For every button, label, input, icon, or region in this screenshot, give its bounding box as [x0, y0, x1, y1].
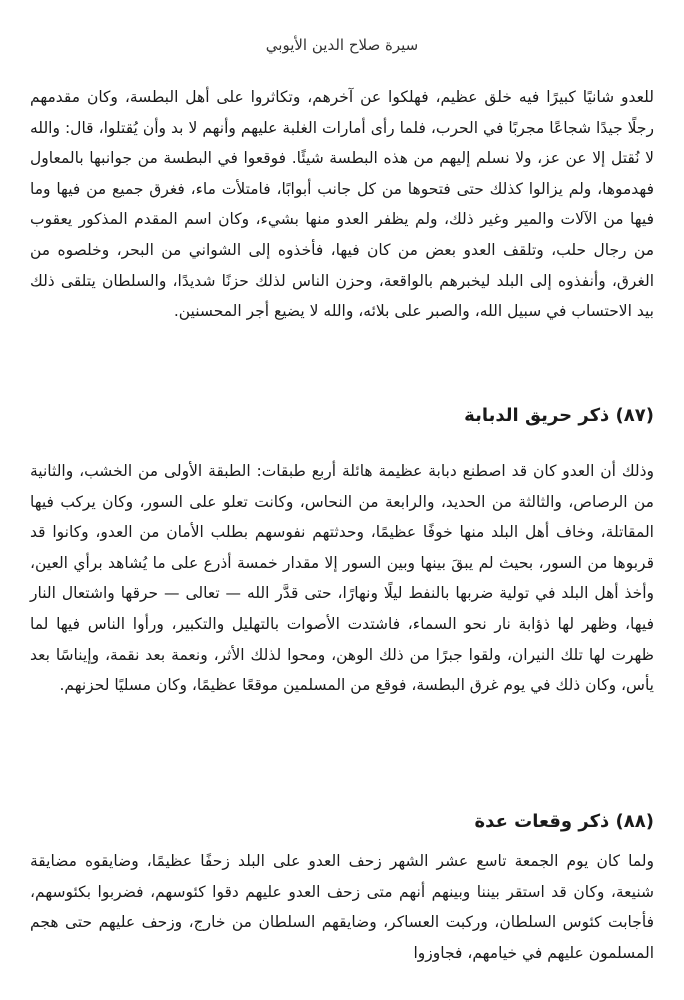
running-header: سيرة صلاح الدين الأيوبي: [265, 36, 419, 54]
book-page: [30, 0, 654, 1000]
paragraph-intro: للعدو شانيًا كبيرًا فيه خلق عظيم، فهلكوا عن آخرهم، وتكاثروا على أهل البطسة، وكان مقدمهم رجلًا جيدًا شجاعًا مجربًا في الحرب، فلما رأى أمارات الغلبة عليهم وأنهم لا بد وأن يُقتلوا، قال: والله لا نُقتل إلا عن عز، ولا نسلم إليهم من هذه البطسة شيئًا. فوقعوا في البطسة من جوانبها بالمعاول فهدموها، ولم يزالوا كذلك حتى فتحوها من كل جانب أبوابًا، فامتلأت ماء، فغرق جميع من فيها وما فيها من الآلات والمير وغير ذلك، ولم يظفر العدو منها بشيء، وكان اسم المقدم المذكور يعقوب من رجال حلب، وتلقف العدو بعض من كان فيها، فأخذوه إلى الشواني من البحر، وخلصوه من الغرق، وأنفذوه إلى البلد ليخبرهم بالواقعة، وحزن الناس لذلك حزنًا شديدًا، والسلطان يتلقى ذلك بيد الاحتساب في سبيل الله، والصبر على بلائه، والله لا يضيع أجر المحسنين.: [30, 88, 654, 321]
section-heading-87: (٨٧) ذكر حريق الدبابة: [464, 405, 654, 426]
section-heading-88: (٨٨) ذكر وقعات عدة: [474, 811, 654, 832]
paragraph-section-87: وذلك أن العدو كان قد اصطنع دبابة عظيمة هائلة أربع طبقات: الطبقة الأولى من الخشب، والثانية من الرصاص، والثالثة من الحديد، والرابعة من النحاس، وكانت تعلو على السور، وكان يركب فيها المقاتلة، وخاف أهل البلد منها خوفًا عظيمًا، وحدثتهم نفوسهم بطلب الأمان من العدو، وكانوا قد قربوها من السور، بحيث لم يبقَ بينها وبين السور إلا مقدار خمسة أذرع على ما يُشاهد برأي العين، وأخذ أهل البلد في تولية ضربها بالنفط ليلًا ونهارًا، حتى قدَّر الله — تعالى — حرقها واشتعال النار فيها، وظهر لها ذؤابة نار نحو السماء، فاشتدت الأصوات بالتهليل والتكبير، ورأوا الناس فيها لما ظهرت لها تلك النيران، ولقوا جبرًا من ذلك الوهن، ومحوا لذلك الأثر، ونعمة بعد نقمة، وإيناسًا بعد يأس، وكان ذلك في يوم غرق البطسة، فوقع من المسلمين موقعًا عظيمًا، وكان مسليًا لحزنهم.: [30, 462, 654, 695]
paragraph-section-88: ولما كان يوم الجمعة تاسع عشر الشهر زحف العدو على البلد زحفًا عظيمًا، وضايقوه مضايقة شنيعة، وكان قد استقر بيننا وبينهم أنهم متى زحف العدو عليهم دقوا كئوسهم، فضربوا بكئوسهم، فأجابت كئوس السلطان، وركبت العساكر، وضايقهم السلطان من خارج، وزحف عليهم حتى هجم المسلمون عليهم في خيامهم، فجاوزوا: [30, 852, 654, 962]
